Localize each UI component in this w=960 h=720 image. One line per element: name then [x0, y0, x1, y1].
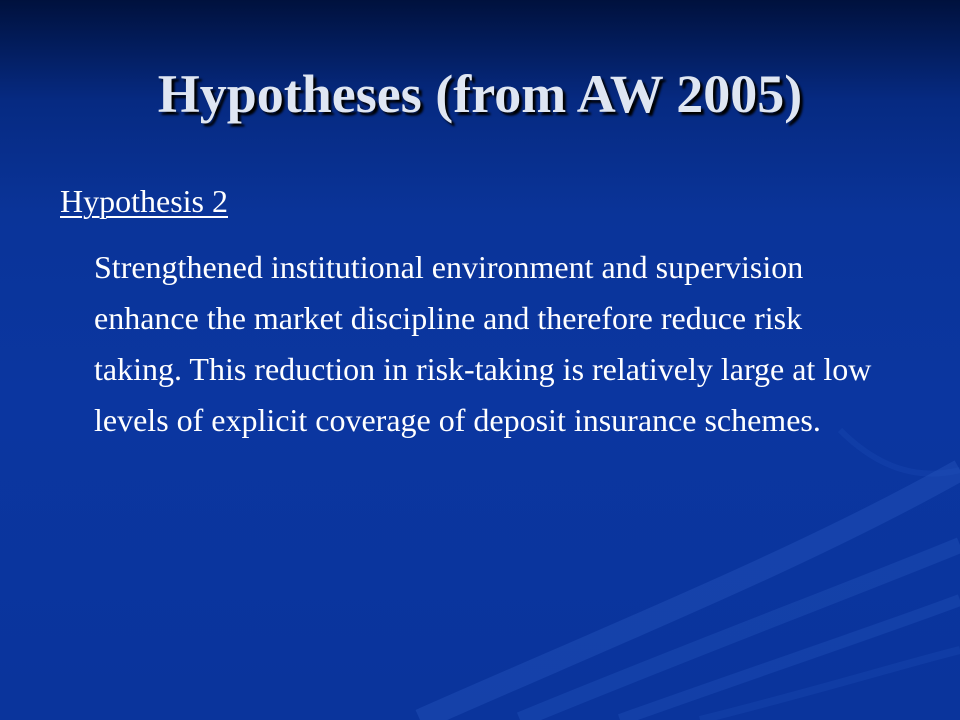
- hypothesis-heading: Hypothesis 2: [60, 183, 228, 219]
- slide-title: Hypotheses (from AW 2005): [157, 64, 803, 124]
- hypothesis-body-text: Strengthened institutional environment and supervision enhance the market discipline and therefore reduce risk taking. This reduction in risk-taking is relatively large at low levels of explicit coverage of deposit insurance schemes.: [94, 249, 872, 438]
